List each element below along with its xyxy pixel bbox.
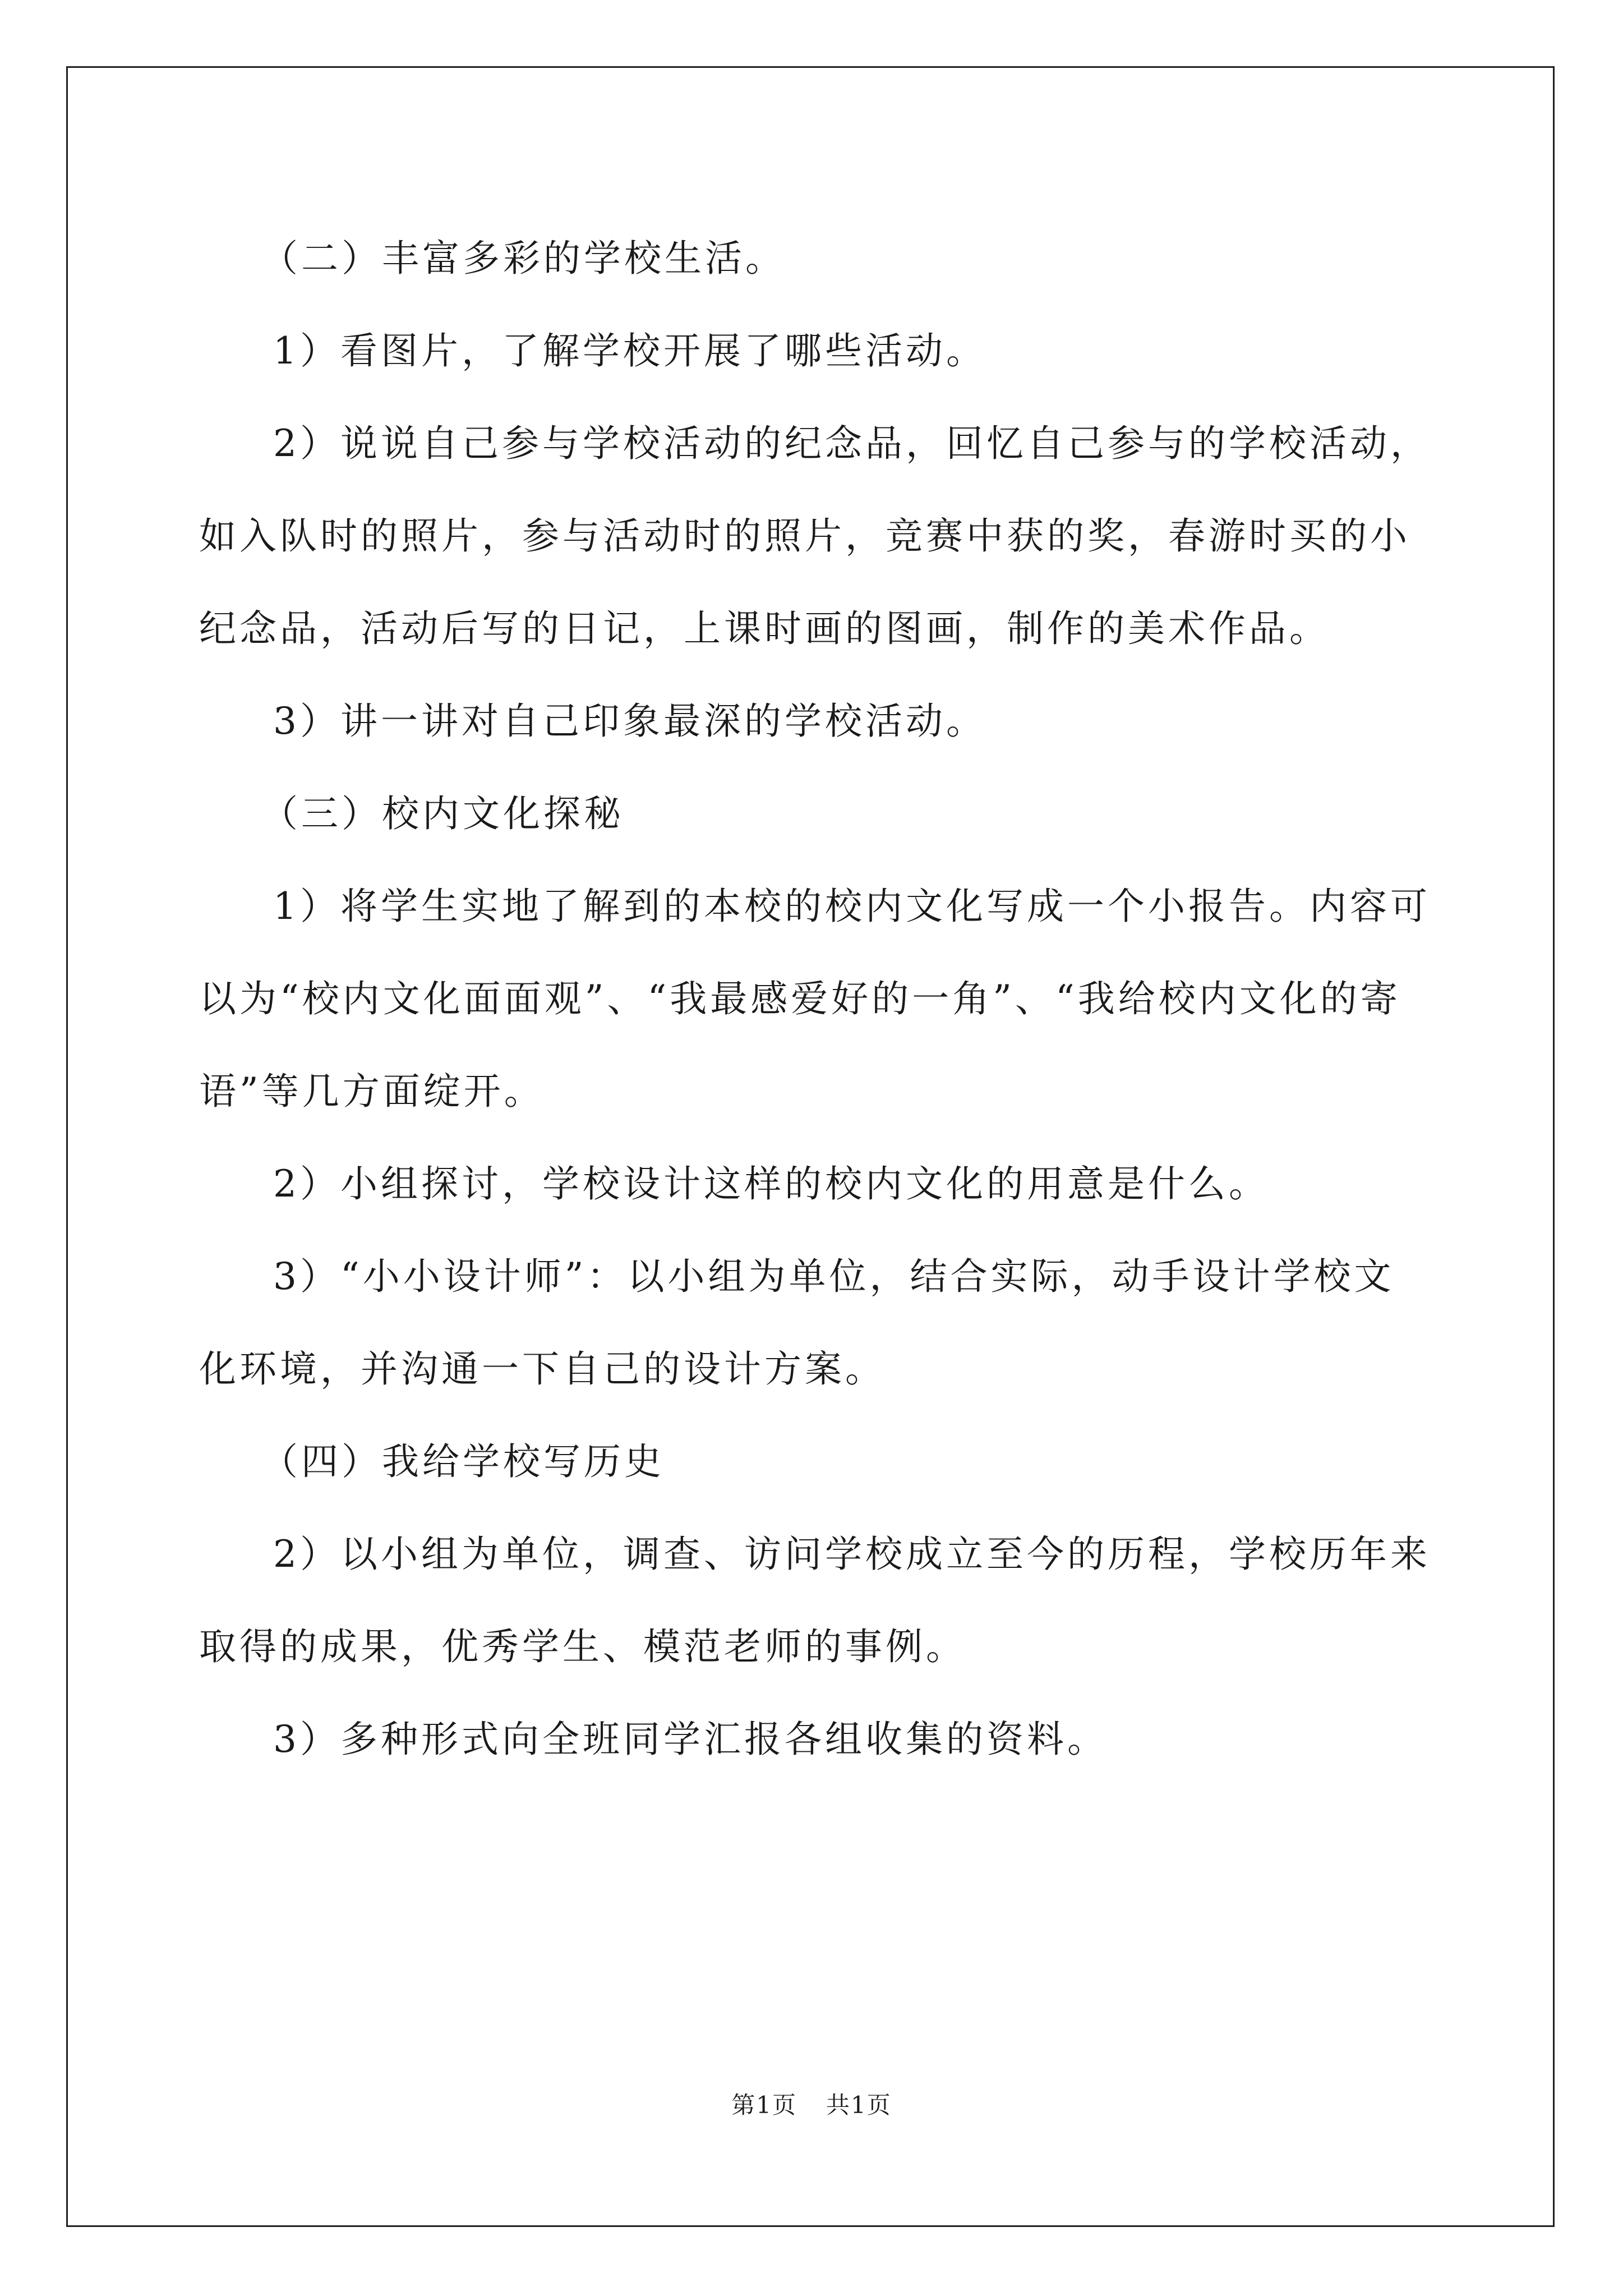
paragraph: 2）以小组为单位，调查、访问学校成立至今的历程，学校历年来取得的成果，优秀学生、模范老师的事例。: [199, 1533, 1431, 1668]
paragraph: 2）小组探讨，学校设计这样的校内文化的用意是什么。: [273, 1162, 1269, 1205]
section-heading-4: （四）我给学校写历史: [261, 1440, 665, 1483]
paragraph: 1）将学生实地了解到的本校的校内文化写成一个小报告。内容可以为“校内文化面面观”、“我最感爱好的一角”、“我给校内文化的寄语”等几方面绽开。: [199, 885, 1431, 1113]
document-body: [199, 212, 1433, 1786]
section-heading-2: （二）丰富多彩的学校生活。: [261, 237, 786, 280]
paragraph: 1）看图片，了解学校开展了哪些活动。: [273, 329, 986, 372]
paragraph: 3）“小小设计师”：以小组为单位，结合实际，动手设计学校文化环境，并沟通一下自己的设计方案。: [199, 1255, 1395, 1391]
page-total: 共1页: [826, 2091, 892, 2119]
paragraph: 3）讲一讲对自己印象最深的学校活动。: [273, 700, 986, 743]
section-heading-3: （三）校内文化探秘: [261, 792, 624, 835]
page-footer: [0, 2087, 1623, 2120]
paragraph: 3）多种形式向全班同学汇报各组收集的资料。: [273, 1718, 1108, 1761]
paragraph: 2）说说自己参与学校活动的纪念品，回忆自己参与的学校活动，如入队时的照片，参与活动时的照片，竞赛中获的奖，春游时买的小纪念品，活动后写的日记，上课时画的图画，制作的美术作品。: [199, 422, 1431, 650]
page-number: 第1页: [731, 2091, 797, 2119]
